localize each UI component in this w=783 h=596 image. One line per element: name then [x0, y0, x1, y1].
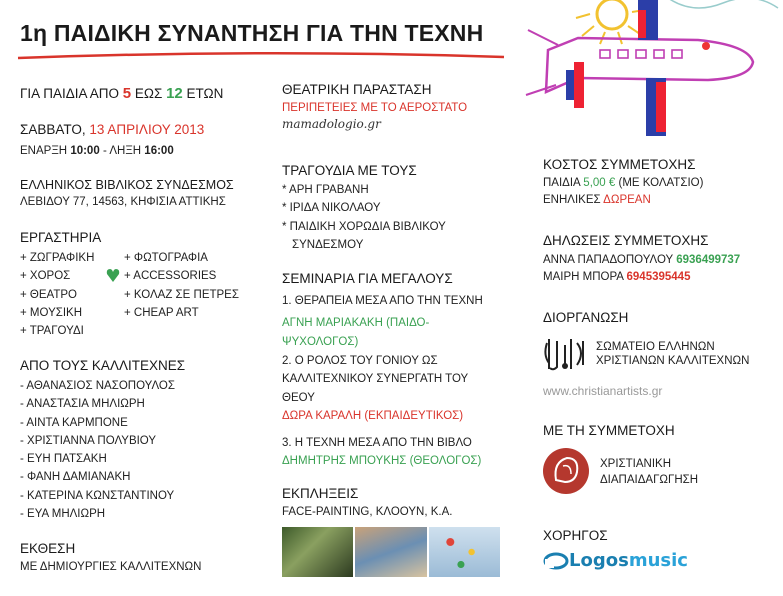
- seminar-speaker: ΔΗΜΗΤΡΗΣ ΜΠΟΥΚΗΣ (ΘΕΟΛΟΓΟΣ): [282, 455, 482, 468]
- seminar-title: 3. Η ΤΕΧΝΗ ΜΕΣΑ ΑΠΟ ΤΗΝ ΒΙΒΛΟ: [282, 437, 472, 449]
- list-item: - ΚΑΤΕΡΙΝΑ ΚΩΝΣΤΑΝΤΙΝΟΥ: [20, 489, 175, 502]
- exhibition-heading: ΕΚΘΕΣΗ: [20, 541, 76, 556]
- list-item: + ΤΡΑΓΟΥΔΙ: [20, 325, 84, 338]
- organizer-name: ΣΩΜΑΤΕΙΟ ΕΛΛΗΝΩΝ ΧΡΙΣΤΙΑΝΩΝ ΚΑΛΛΙΤΕΧΝΩΝ: [596, 341, 750, 367]
- venue-name: ΕΛΛΗΝΙΚΟΣ ΒΙΒΛΙΚΟΣ ΣΥΝΔΕΣΜΟΣ: [20, 178, 234, 192]
- theatre-heading: ΘΕΑΤΡΙΚΗ ΠΑΡΑΣΤΑΣΗ: [282, 82, 432, 97]
- seminar-2: [282, 352, 468, 425]
- registration-contact-1: ΑΝΝΑ ΠΑΠΑΔΟΠΟΥΛΟΥ 6936499737: [543, 254, 741, 266]
- heart-icon: [106, 268, 120, 284]
- cost-kids: ΠΑΙΔΙΑ 5,00 € (ΜΕ ΚΟΛΑΤΣΙΟ): [543, 177, 704, 189]
- seminar-speaker: ΔΩΡΑ ΚΑΡΑΛΗ (ΕΚΠΑΙΔΕΥΤΙΚΟΣ): [282, 409, 464, 422]
- workshops-list-right: [124, 249, 239, 322]
- list-item: + CHEAP ART: [124, 306, 199, 319]
- workshops-heading: ΕΡΓΑΣΤΗΡΙΑ: [20, 230, 102, 245]
- list-item: * ΙΡΙΔΑ ΝΙΚΟΛΑΟΥ: [282, 202, 381, 215]
- participation-name: ΧΡΙΣΤΙΑΝΙΚΗ ΔΙΑΠΑΙΔΑΓΩΓΗΣΗ: [600, 458, 699, 486]
- list-item: - ΑΘΑΝΑΣΙΟΣ ΝΑΣΟΠΟΥΛΟΣ: [20, 380, 175, 392]
- list-item: + ΖΩΓΡΑΦΙΚΗ: [20, 252, 95, 264]
- seminar-title: ΘΕΟΥ: [282, 391, 315, 404]
- logosmusic-logo: Logos music: [543, 550, 688, 571]
- venue-address: ΛΕΒΙΔΟΥ 77, 14563, ΚΗΦΙΣΙΑ ΑΤΤΙΚΗΣ: [20, 196, 226, 208]
- list-item: - ΧΡΙΣΤΙΑΝΝΑ ΠΟΛΥΒΙΟΥ: [20, 434, 157, 447]
- artists-heading: ΑΠΟ ΤΟΥΣ ΚΑΛΛΙΤΕΧΝΕΣ: [20, 358, 186, 373]
- photo-balloons: [429, 527, 500, 577]
- photo-strip: [282, 527, 500, 577]
- songs-list: [282, 181, 446, 254]
- page-title: 1η ΠΑΙΔΙΚΗ ΣΥΝΑΝΤΗΣΗ ΓΙΑ ΤΗΝ ΤΕΧΝΗ: [20, 20, 484, 46]
- artists-list: [20, 377, 175, 523]
- sponsor-heading: ΧΟΡΗΓΟΣ: [543, 528, 608, 543]
- list-item: + ACCESSORIES: [124, 270, 217, 283]
- list-item: - ΦΑΝΗ ΔΑΜΙΑΝΑΚΗ: [20, 471, 131, 484]
- list-item: + ΘΕΑΤΡΟ: [20, 288, 77, 301]
- mamadologio-logo: mamadologio.gr: [282, 117, 381, 131]
- registration-heading: ΔΗΛΩΣΕΙΣ ΣΥΜΜΕΤΟΧΗΣ: [543, 233, 709, 248]
- christian-education-logo-icon: [541, 446, 591, 496]
- organizer-url[interactable]: www.christianartists.gr: [543, 384, 663, 398]
- cost-adults: ΕΝΗΛΙΚΕΣ ΔΩΡΕΑΝ: [543, 194, 651, 206]
- list-item: - ΕΥΑ ΜΗΛΙΩΡΗ: [20, 508, 106, 521]
- photo-clown: [282, 527, 353, 577]
- list-item: * ΑΡΗ ΓΡΑΒΑΝΗ: [282, 184, 369, 196]
- list-item: + ΚΟΛΑΖ ΣΕ ΠΕΤΡΕΣ: [124, 288, 239, 301]
- registration-contact-2: ΜΑΙΡΗ ΜΠΟΡΑ 6945395445: [543, 271, 691, 283]
- logos-swirl-icon: [543, 551, 569, 571]
- seminars-heading: ΣΕΜΙΝΑΡΙΑ ΓΙΑ ΜΕΓΑΛΟΥΣ: [282, 271, 453, 286]
- songs-heading: ΤΡΑΓΟΥΔΙΑ ΜΕ ΤΟΥΣ: [282, 163, 417, 178]
- list-item: + ΦΩΤΟΓΡΑΦΙΑ: [124, 252, 208, 264]
- title-underline: [16, 50, 506, 62]
- organizer-heading: ΔΙΟΡΓΑΝΩΣΗ: [543, 310, 629, 325]
- list-item: + ΜΟΥΣΙΚΗ: [20, 306, 83, 319]
- list-item: - ΑΙΝΤΑ ΚΑΡΜΠΟΝΕ: [20, 416, 128, 429]
- seminar-speaker: ΑΓΝΗ ΜΑΡΙΑΚΑΚΗ (ΠΑΙΔΟ-: [282, 317, 430, 330]
- surprises-heading: ΕΚΠΛΗΞΕΙΣ: [282, 486, 359, 501]
- cost-heading: ΚΟΣΤΟΣ ΣΥΜΜΕΤΟΧΗΣ: [543, 157, 696, 172]
- list-item: + ΧΟΡΟΣ: [20, 270, 71, 283]
- list-item: ΣΥΝΔΕΣΜΟΥ: [292, 238, 364, 251]
- seminar-3: [282, 434, 481, 471]
- event-hours: ΕΝΑΡΞΗ 10:00 - ΛΗΞΗ 16:00: [20, 145, 174, 157]
- music-notes-logo-icon: [541, 335, 591, 375]
- seminar-speaker: ΨΥΧΟΛΟΓΟΣ): [282, 335, 359, 348]
- list-item: * ΠΑΙΔΙΚΗ ΧΟΡΩΔΙΑ ΒΙΒΛΙΚΟΥ: [282, 220, 446, 233]
- event-date: ΣΑΒΒΑΤΟ, 13 ΑΠΡΙΛΙΟΥ 2013: [20, 122, 205, 137]
- participation-heading: ΜΕ ΤΗ ΣΥΜΜΕΤΟΧΗ: [543, 423, 675, 438]
- ages-line: ΓΙΑ ΠΑΙΔΙΑ ΑΠΟ 5 ΕΩΣ 12 ΕΤΩΝ: [20, 85, 224, 102]
- list-item: - ΕΥΗ ΠΑΤΣΑΚΗ: [20, 453, 107, 466]
- exhibition-text: ΜΕ ΔΗΜΙΟΥΡΓΙΕΣ ΚΑΛΛΙΤΕΧΝΩΝ: [20, 561, 202, 573]
- seminar-1: [282, 292, 483, 351]
- airplane-drawing: [518, 0, 780, 140]
- theatre-subtitle: ΠΕΡΙΠΕΤΕΙΕΣ ΜΕ ΤΟ ΑΕΡΟΣΤΑΤΟ: [282, 102, 468, 114]
- seminar-title: 2. Ο ΡΟΛΟΣ ΤΟΥ ΓΟΝΙΟΥ ΩΣ: [282, 355, 438, 367]
- photo-children: [355, 527, 426, 577]
- surprises-text: FACE-PAINTING, ΚΛΟΟΥΝ, Κ.Α.: [282, 506, 453, 518]
- seminar-title: ΚΑΛΛΙΤΕΧΝΙΚΟΥ ΣΥΝΕΡΓΑΤΗ ΤΟΥ: [282, 373, 469, 386]
- list-item: - ΑΝΑΣΤΑΣΙΑ ΜΗΛΙΩΡΗ: [20, 398, 145, 411]
- workshops-list-left: [20, 249, 94, 340]
- seminar-title: 1. ΘΕΡΑΠΕΙΑ ΜΕΣΑ ΑΠΟ ΤΗΝ ΤΕΧΝΗ: [282, 295, 483, 307]
